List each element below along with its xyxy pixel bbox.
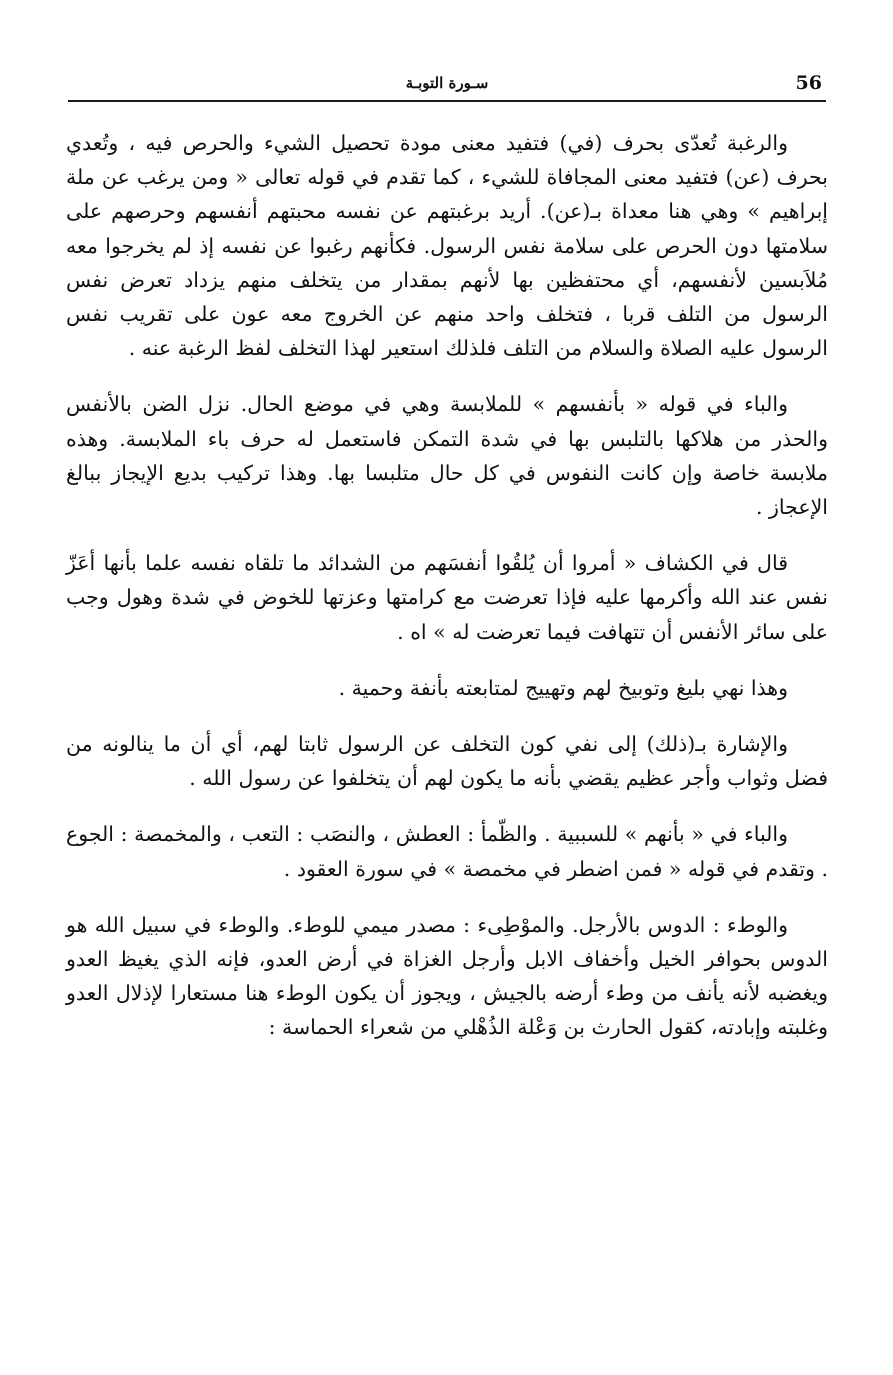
- page-header: [68, 66, 826, 102]
- page-body: [66, 126, 828, 1045]
- paragraph-6: والباء في « بأنهم » للسببية . والظّمأ : العطش ، والنصَب : التعب ، والمخمصة : الجوع . وتقدم في قوله « فمن اضطر في مخمصة » في سورة العقود .: [66, 822, 828, 881]
- running-title: سـورة التوبـة: [405, 74, 489, 92]
- paragraph-4: وهذا نهي بليغ وتوبيخ لهم وتهييج لمتابعته بأنفة وحمية .: [338, 675, 788, 700]
- page-number: 56: [795, 72, 822, 94]
- paragraph-2: والباء في قوله « بأنفسهم » للملابسة وهي في موضع الحال. نزل الضن بالأنفس والحذر من هلاكها بالتلبس بها في شدة التمكن فاستعمل له حرف باء الملابسة. وهذه ملابسة خاصة وإن كانت النفوس في كل حال متلبسا بها. وهذا تركيب بديع الإيجاز ببالغ الإعجاز .: [66, 392, 828, 520]
- paragraph-7: والوطء : الدوس بالأرجل. والموْطِىء : مصدر ميمي للوطء. والوطء في سبيل الله هو الدوس بحوافر الخيل وأخفاف الابل وأرجل الغزاة في أرض العدو، فإنه الذي يغيظ العدو ويغضبه لأنه يأنف من وطء أرضه بالجيش ، ويجوز أن يكون الوطء هنا مستعارا لإذلال العدو وغلبته وإبادته، كقول الحارث بن وَعْلة الذُهْلي من شعراء الحماسة :: [66, 912, 828, 1040]
- paragraph-1: والرغبة تُعدّى بحرف (في) فتفيد معنى مودة تحصيل الشيء والحرص فيه ، وتُعدي بحرف (عن) فتفيد معنى المجافاة للشيء ، كما تقدم في قوله تعالى « ومن يرغب عن ملة إبراهيم » وهي هنا معداة بـ(عن). أريد برغبتهم عن نفسه محبتهم أنفسهم وحرصهم على سلامتها دون الحرص على سلامة نفس الرسول. فكأنهم رغبوا عن نفسه إذ لم يخرجوا معه مُلاَبسين لأنفسهم، أي محتفظين بها لأنهم بمقدار من يتخلف منهم يزداد تعرض نفس الرسول من التلف قربا ، فتخلف واحد منهم عن الخروج معه عون على تقريب نفس الرسول عليه الصلاة والسلام من التلف فلذلك استعير لهذا التخلف لفظ الرغبة عنه .: [66, 131, 828, 361]
- paragraph-5: والإشارة بـ(ذلك) إلى نفي كون التخلف عن الرسول ثابتا لهم، أي أن ما ينالونه من فضل وثواب وأجر عظيم يقضي بأنه ما يكون لهم أن يتخلفوا عن رسول الله .: [66, 732, 828, 791]
- paragraph-3: قال في الكشاف « أمروا أن يُلقُوا أنفسَهم من الشدائد ما تلقاه نفسه علما بأنها أعَزّ نفس عند الله وأكرمها عليه فإذا تعرضت مع كرامتها وعزتها للخوض في شدة وهول وجب على سائر الأنفس أن تتهافت فيما تعرضت له » اه .: [66, 551, 828, 644]
